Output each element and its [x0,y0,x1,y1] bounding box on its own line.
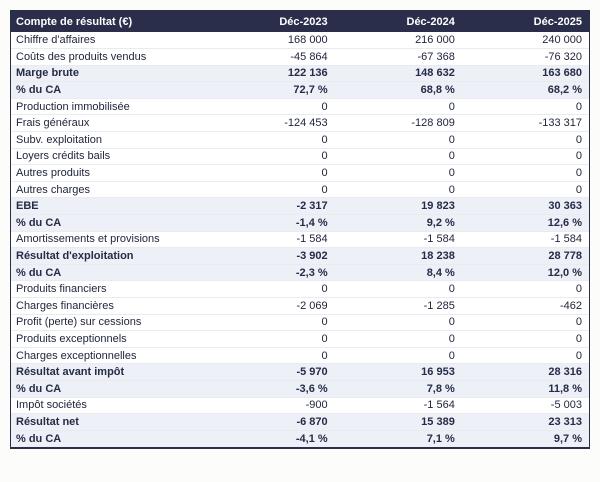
row-label: Charges exceptionnelles [11,347,208,364]
row-label: Amortissements et provisions [11,231,208,248]
table-row [11,82,589,99]
income-statement-table [11,11,589,447]
cell-value: 19 823 [335,198,462,215]
cell-value: 0 [462,148,589,165]
cell-value: 8,4 % [335,264,462,281]
cell-value: 0 [208,314,335,331]
row-label: Frais généraux [11,115,208,132]
table-row [11,298,589,315]
table-row [11,264,589,281]
table-row [11,314,589,331]
row-label: % du CA [11,380,208,397]
cell-value: 0 [335,331,462,348]
table-row [11,32,589,49]
cell-value: -1 584 [208,231,335,248]
income-statement-panel [10,10,590,449]
cell-value: 0 [208,331,335,348]
table-row [11,331,589,348]
cell-value: -5 003 [462,397,589,414]
cell-value: -1 285 [335,298,462,315]
row-label: Loyers crédits bails [11,148,208,165]
col-header-dec-2025: Déc-2025 [462,11,589,32]
cell-value: 72,7 % [208,82,335,99]
table-row [11,49,589,66]
cell-value: 7,1 % [335,430,462,447]
cell-value: 0 [462,314,589,331]
cell-value: -3,6 % [208,380,335,397]
cell-value: 16 953 [335,364,462,381]
cell-value: 9,2 % [335,215,462,232]
table-row [11,380,589,397]
table-row [11,414,589,431]
cell-value: -1,4 % [208,215,335,232]
cell-value: 7,8 % [335,380,462,397]
table-row [11,397,589,414]
cell-value: 15 389 [335,414,462,431]
table-header [11,11,589,32]
row-label: Autres charges [11,181,208,198]
cell-value: 0 [335,347,462,364]
cell-value: 30 363 [462,198,589,215]
table-body [11,32,589,447]
row-label: Produits exceptionnels [11,331,208,348]
cell-value: -45 864 [208,49,335,66]
cell-value: -67 368 [335,49,462,66]
table-row [11,215,589,232]
cell-value: 216 000 [335,32,462,49]
cell-value: 168 000 [208,32,335,49]
table-row [11,430,589,447]
row-label: % du CA [11,215,208,232]
cell-value: 68,2 % [462,82,589,99]
cell-value: 28 316 [462,364,589,381]
table-row [11,347,589,364]
cell-value: 0 [335,148,462,165]
row-label: Autres produits [11,165,208,182]
table-row [11,281,589,298]
cell-value: 28 778 [462,248,589,265]
row-label: Chiffre d'affaires [11,32,208,49]
cell-value: 0 [462,181,589,198]
row-label: Profit (perte) sur cessions [11,314,208,331]
cell-value: 0 [335,98,462,115]
cell-value: -5 970 [208,364,335,381]
cell-value: -4,1 % [208,430,335,447]
row-label: % du CA [11,430,208,447]
table-row [11,98,589,115]
cell-value: -2 069 [208,298,335,315]
row-label: % du CA [11,82,208,99]
cell-value: 12,6 % [462,215,589,232]
table-row [11,148,589,165]
cell-value: 148 632 [335,65,462,82]
cell-value: -900 [208,397,335,414]
cell-value: 0 [335,132,462,149]
cell-value: -6 870 [208,414,335,431]
row-label: Production immobilisée [11,98,208,115]
col-header-dec-2024: Déc-2024 [335,11,462,32]
table-row [11,115,589,132]
row-label: Marge brute [11,65,208,82]
cell-value: 240 000 [462,32,589,49]
cell-value: -462 [462,298,589,315]
cell-value: 0 [335,165,462,182]
table-row [11,132,589,149]
cell-value: 0 [462,98,589,115]
row-label: Résultat net [11,414,208,431]
cell-value: 122 136 [208,65,335,82]
row-label: Coûts des produits vendus [11,49,208,66]
row-label: Produits financiers [11,281,208,298]
cell-value: 12,0 % [462,264,589,281]
cell-value: 68,8 % [335,82,462,99]
table-row [11,65,589,82]
cell-value: 0 [335,314,462,331]
cell-value: -2 317 [208,198,335,215]
cell-value: -128 809 [335,115,462,132]
cell-value: 23 313 [462,414,589,431]
table-row [11,248,589,265]
row-label: % du CA [11,264,208,281]
cell-value: 0 [208,132,335,149]
table-row [11,165,589,182]
cell-value: 0 [462,132,589,149]
cell-value: -76 320 [462,49,589,66]
cell-value: -133 317 [462,115,589,132]
cell-value: -3 902 [208,248,335,265]
cell-value: 163 680 [462,65,589,82]
row-label: Subv. exploitation [11,132,208,149]
cell-value: 0 [462,281,589,298]
cell-value: 0 [208,165,335,182]
row-label: Résultat d'exploitation [11,248,208,265]
header-row [11,11,589,32]
cell-value: 0 [335,281,462,298]
table-row [11,198,589,215]
cell-value: -1 564 [335,397,462,414]
cell-value: -1 584 [462,231,589,248]
cell-value: 9,7 % [462,430,589,447]
cell-value: 0 [335,181,462,198]
cell-value: -2,3 % [208,264,335,281]
cell-value: 11,8 % [462,380,589,397]
table-row [11,181,589,198]
col-header-dec-2023: Déc-2023 [208,11,335,32]
cell-value: 0 [462,165,589,182]
cell-value: 18 238 [335,248,462,265]
cell-value: -1 584 [335,231,462,248]
table-row [11,364,589,381]
cell-value: 0 [208,98,335,115]
table-row [11,231,589,248]
table-title: Compte de résultat (€) [11,11,208,32]
row-label: Résultat avant impôt [11,364,208,381]
cell-value: 0 [208,347,335,364]
cell-value: 0 [208,148,335,165]
row-label: EBE [11,198,208,215]
cell-value: 0 [462,347,589,364]
row-label: Charges financières [11,298,208,315]
row-label: Impôt sociétés [11,397,208,414]
cell-value: 0 [208,281,335,298]
cell-value: -124 453 [208,115,335,132]
cell-value: 0 [208,181,335,198]
cell-value: 0 [462,331,589,348]
